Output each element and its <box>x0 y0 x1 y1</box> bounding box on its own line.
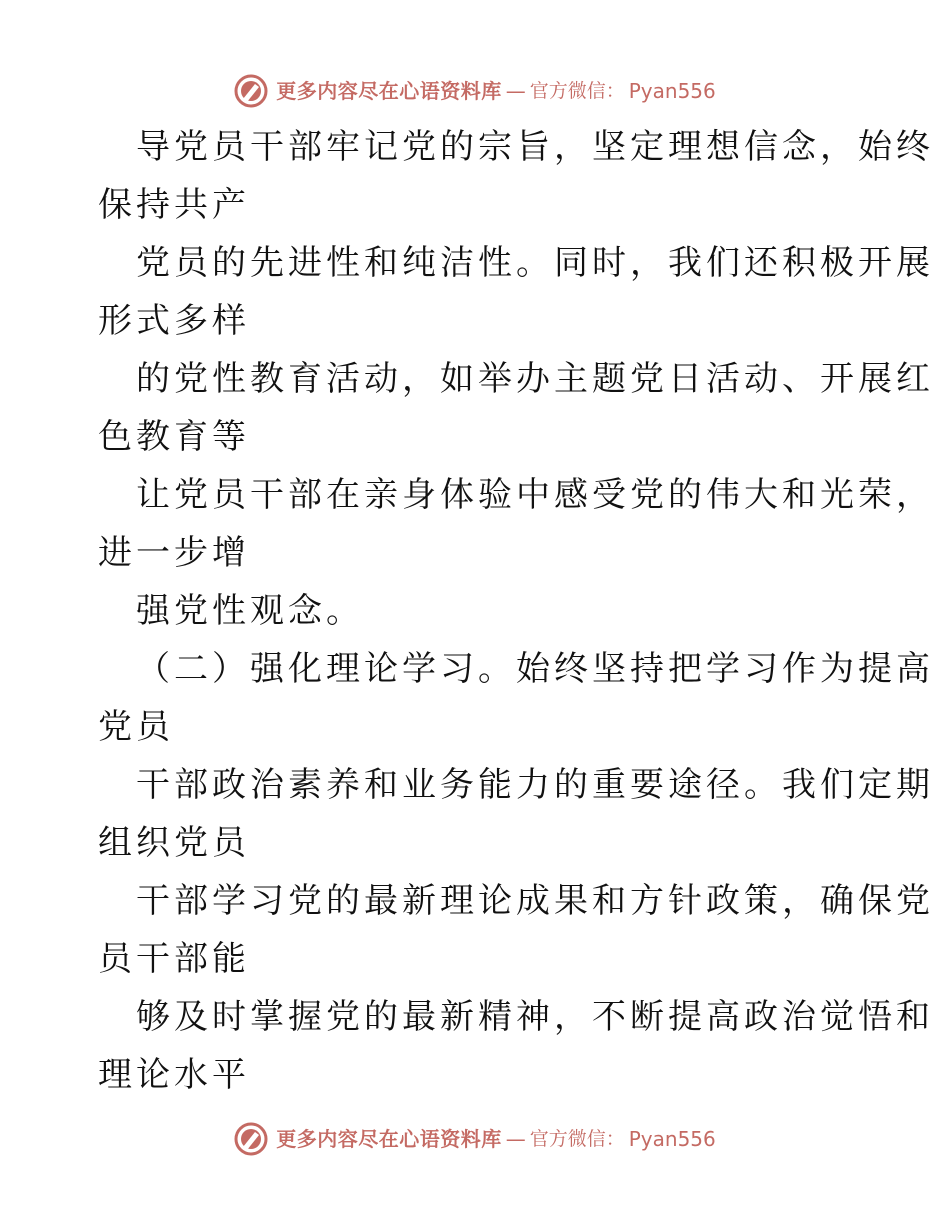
body-line: 色教育等 <box>98 417 250 457</box>
body-line: 员干部能 <box>98 939 250 979</box>
body-line: 进一步增 <box>98 533 250 573</box>
body-line: 保持共产 <box>98 185 250 225</box>
watermark-account-id: Pyan556 <box>628 79 716 103</box>
watermark-brand-text: 更多内容尽在心语资料库 <box>276 1127 502 1151</box>
header-watermark <box>0 71 950 111</box>
body-line: 强党性观念。 <box>136 591 364 631</box>
body-line: 干部学习党的最新理论成果和方针政策，确保党 <box>136 881 934 921</box>
body-line: 组织党员 <box>98 823 250 863</box>
document-body <box>98 118 934 1104</box>
watermark-official-label: 官方微信： <box>529 79 625 102</box>
body-line: 导党员干部牢记党的宗旨，坚定理想信念，始终 <box>136 127 934 167</box>
body-line: 形式多样 <box>98 301 250 341</box>
watermark-official-label: 官方微信： <box>529 1127 625 1150</box>
body-line: 让党员干部在亲身体验中感受党的伟大和光荣， <box>136 475 934 515</box>
body-line: 党员的先进性和纯洁性。同时，我们还积极开展 <box>136 243 934 283</box>
body-line: 理论水平 <box>98 1055 250 1095</box>
watermark-separator: — <box>505 1127 526 1151</box>
body-line: （二）强化理论学习。始终坚持把学习作为提高 <box>136 649 934 689</box>
body-line: 的党性教育活动，如举办主题党日活动、开展红 <box>136 359 934 399</box>
body-line: 干部政治素养和业务能力的重要途径。我们定期 <box>136 765 934 805</box>
footer-watermark <box>0 1119 950 1159</box>
watermark-account-id: Pyan556 <box>628 1127 716 1151</box>
body-line: 够及时掌握党的最新精神，不断提高政治觉悟和 <box>136 997 934 1037</box>
watermark-brand-text: 更多内容尽在心语资料库 <box>276 79 502 103</box>
watermark-separator: — <box>505 79 526 103</box>
pen-seal-logo-icon <box>234 1122 268 1156</box>
body-line: 党员 <box>98 707 174 747</box>
pen-seal-logo-icon <box>234 74 268 108</box>
